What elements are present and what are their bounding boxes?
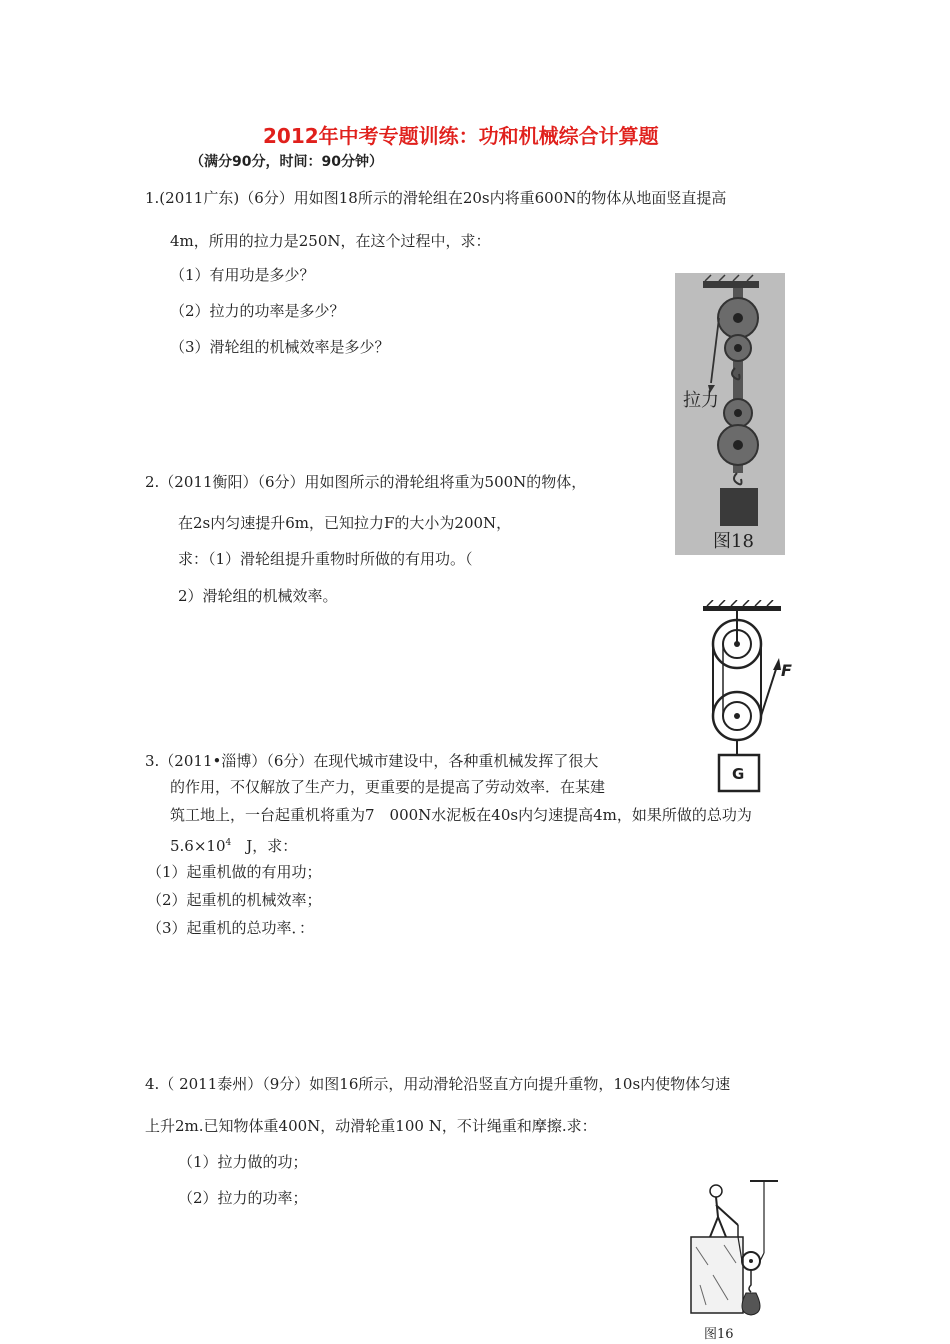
q2-line-1: 2.（2011衡阳）（6分）用如图所示的滑轮组将重为500N的物体，: [145, 473, 587, 491]
q2-weight-label: G: [732, 765, 745, 783]
q1-sub-1: （1）有用功是多少？: [170, 266, 315, 284]
q1-sub-2: （2）拉力的功率是多少？: [170, 302, 345, 320]
q3-total-work-exponent: 4: [225, 838, 232, 848]
page-title: 2012年中考专题训练：功和机械综合计算题: [263, 124, 659, 148]
q4-sub-1: （1）拉力做的功；: [178, 1153, 308, 1171]
q3-line-2: 的作用，不仅解放了生产力，更重要的是提高了劳动效率．在某建: [170, 778, 606, 796]
q2-line-2: 在2s内匀速提升6m，已知拉力F的大小为200N，: [178, 514, 512, 532]
q2-force-label: F: [781, 661, 792, 680]
q1-line-1: 1.(2011广东)（6分）用如图18所示的滑轮组在20s内将重600N的物体从地面竖直提高: [145, 189, 727, 207]
figure-18-pulley: [675, 273, 785, 555]
q3-total-work-base: 5.6×10: [170, 837, 226, 855]
q3-line-1: 3.（2011•淄博）（6分）在现代城市建设中，各种重机械发挥了很大: [145, 752, 599, 770]
page-subtitle: （满分90分，时间：90分钟）: [190, 154, 383, 170]
q3-sub-2: （2）起重机的机械效率；: [147, 891, 322, 909]
q3-sub-3: （3）起重机的总功率．：: [147, 919, 315, 937]
q3-line-3: 筑工地上，一台起重机将重为7 000N水泥板在40s内匀速提高4m，如果所做的总功为: [170, 806, 752, 824]
q3-sub-1: （1）起重机做的有用功；: [147, 863, 322, 881]
q4-line-1: 4.（ 2011泰州）（9分）如图16所示，用动滑轮沿竖直方向提升重物，10s内使物体匀速: [145, 1075, 731, 1093]
q1-line-2: 4m，所用的拉力是250N，在这个过程中，求：: [170, 232, 491, 250]
figure-16-caption: 图16: [704, 1327, 734, 1342]
q3-line-4: [170, 834, 297, 855]
q1-sub-3: （3）滑轮组的机械效率是多少？: [170, 338, 390, 356]
q4-line-2: 上升2m.已知物体重400N，动滑轮重100 N，不计绳重和摩擦.求：: [145, 1117, 597, 1135]
q2-pulley-diagram: [695, 600, 805, 795]
q2-line-3: 求：（1）滑轮组提升重物时所做的有用功。（: [178, 550, 473, 568]
q4-sub-2: （2）拉力的功率；: [178, 1189, 308, 1207]
q3-line-4-rest: J，求：: [231, 837, 298, 855]
figure-18-force-label: 拉力: [683, 390, 719, 411]
figure-18-caption: 图18: [713, 531, 754, 552]
figure-16-worker-pulley: [688, 1175, 788, 1320]
q2-line-4: 2）滑轮组的机械效率。: [178, 587, 338, 605]
